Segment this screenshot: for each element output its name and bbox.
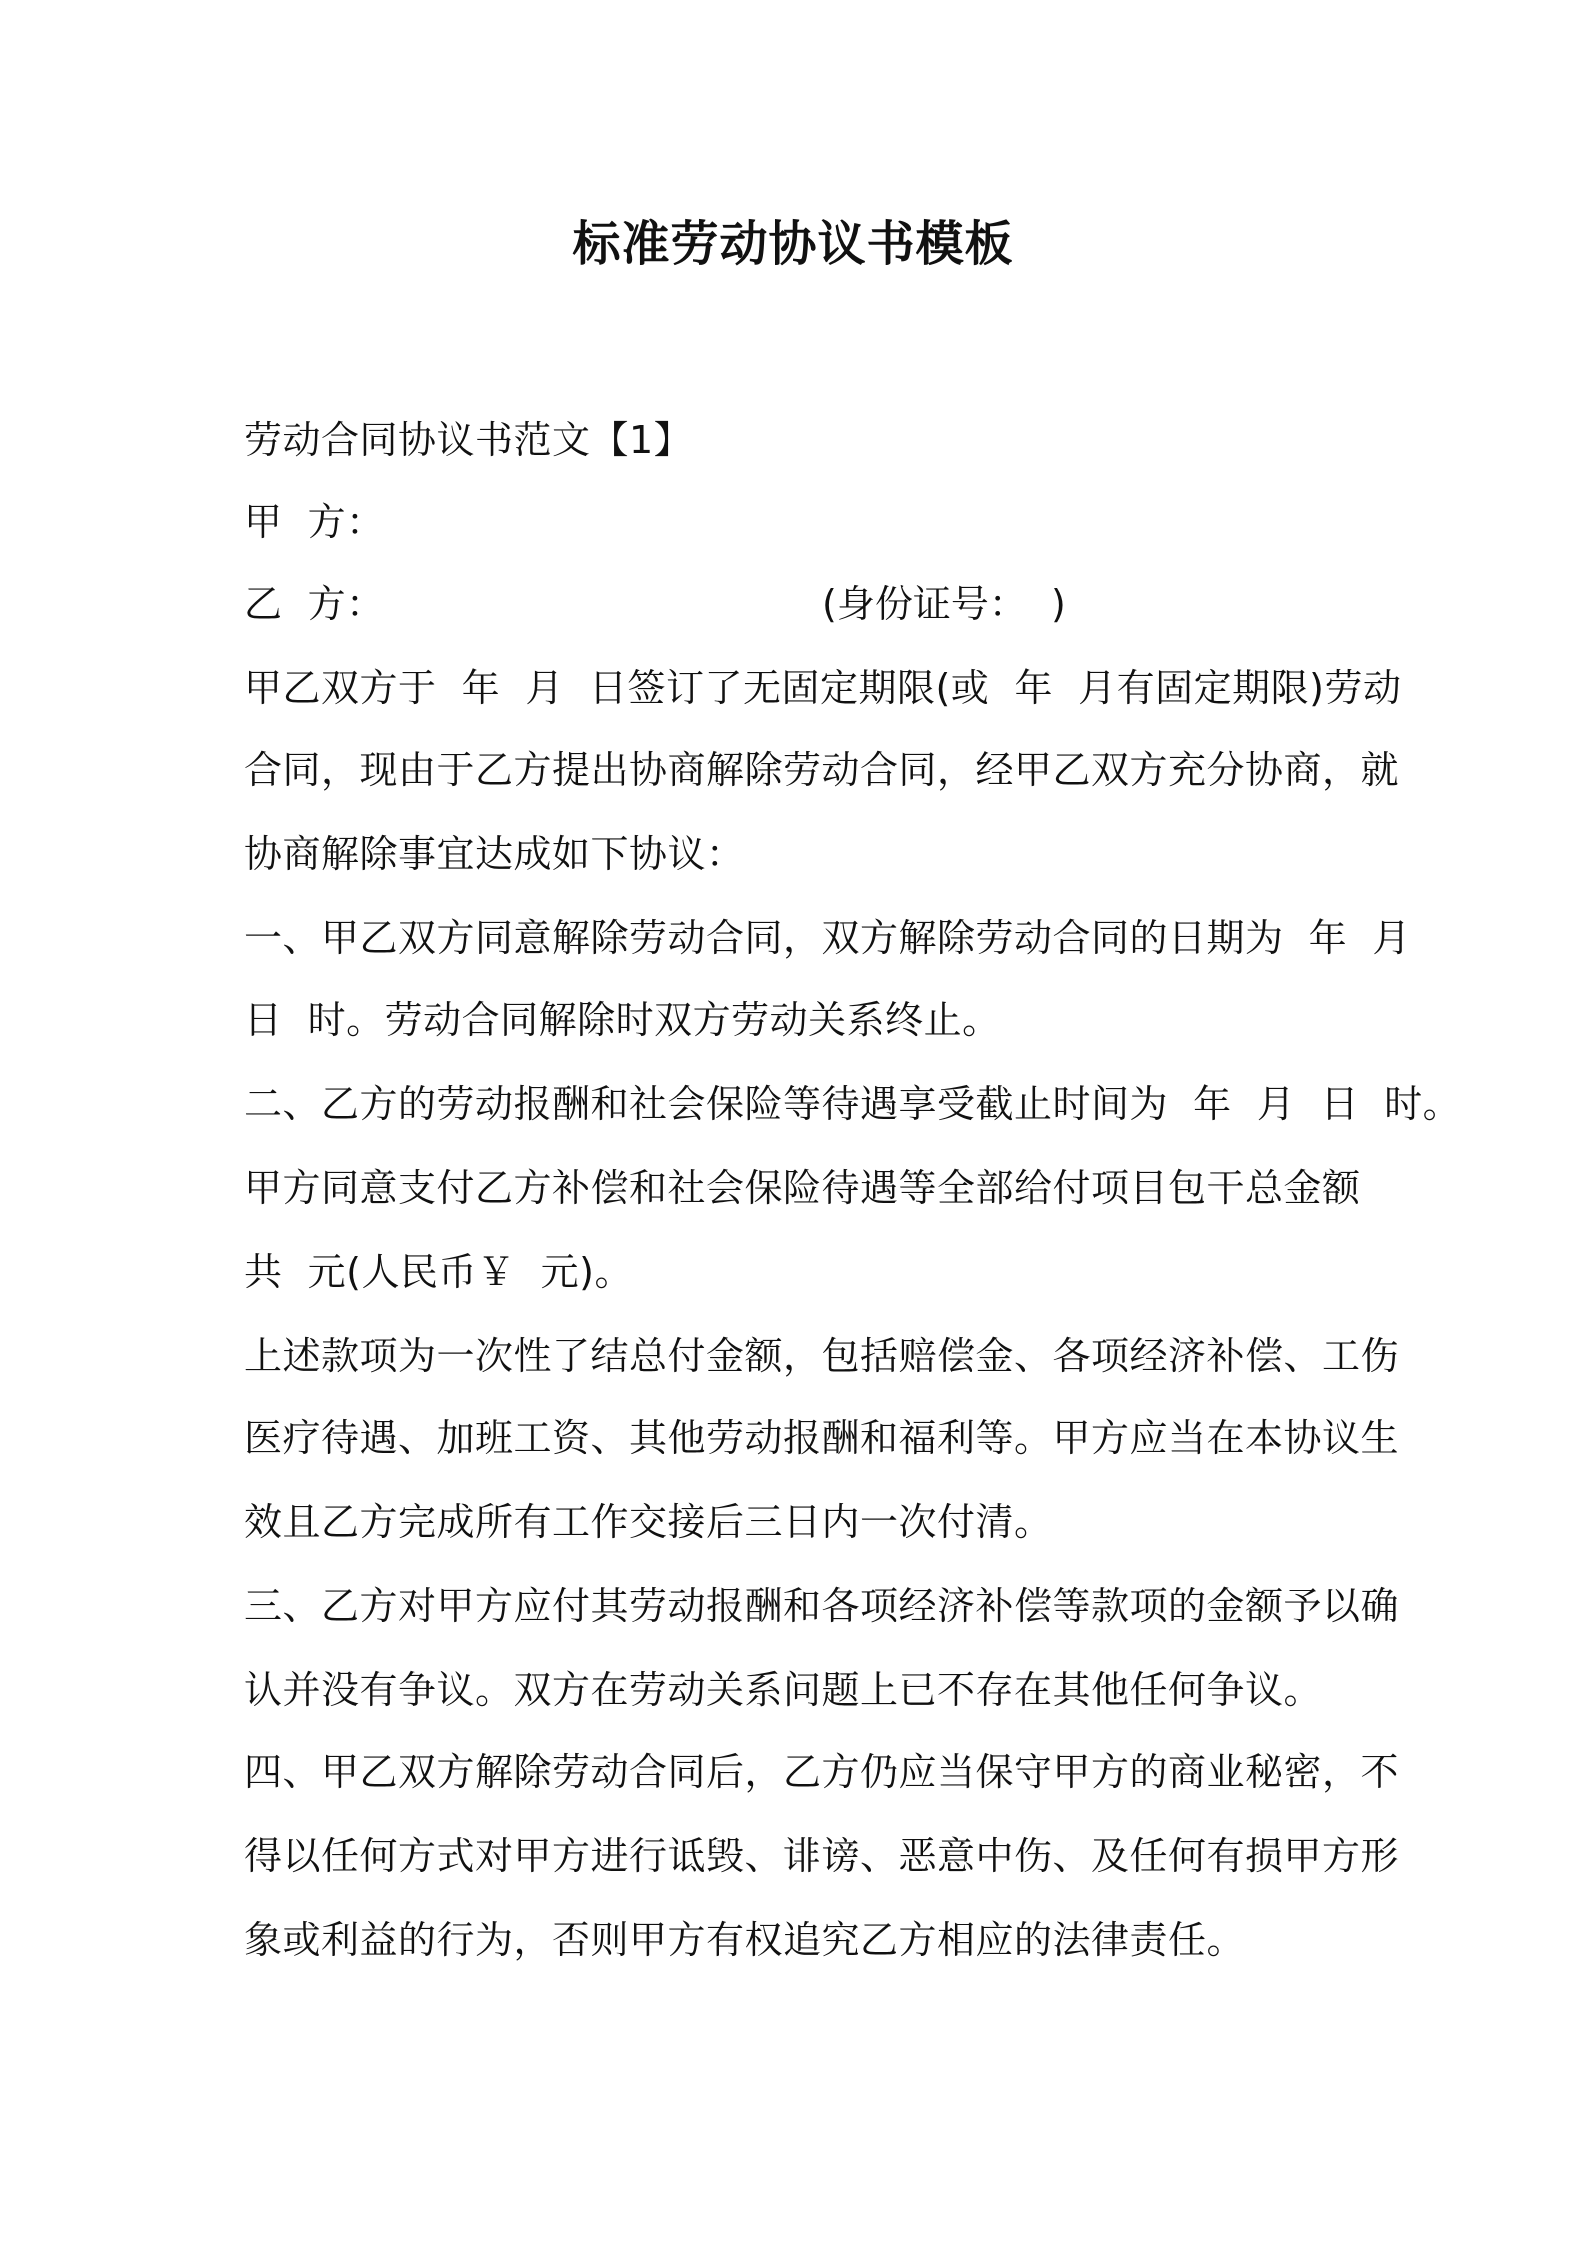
paragraph-line: 甲乙双方于 年 月 日签订了无固定期限(或 年 月有固定期限)劳动 [244, 666, 1402, 710]
paragraph-line: 协商解除事宜达成如下协议： [244, 832, 745, 876]
paragraph-line: 效且乙方完成所有工作交接后三日内一次付清。 [244, 1500, 1053, 1544]
paragraph-line: 认并没有争议。双方在劳动关系问题上已不存在其他任何争议。 [244, 1668, 1323, 1712]
paragraph-line: 二、乙方的劳动报酬和社会保险等待遇享受截止时间为 年 月 日 时。 [244, 1082, 1462, 1126]
paragraph-line: 医疗待遇、加班工资、其他劳动报酬和福利等。甲方应当在本协议生 [244, 1416, 1400, 1460]
id-number-label: (身份证号： ) [822, 582, 1066, 626]
paragraph-line: 得以任何方式对甲方进行诋毁、诽谤、恶意中伤、及任何有损甲方形 [244, 1834, 1400, 1878]
paragraph-line: 上述款项为一次性了结总付金额，包括赔偿金、各项经济补偿、工伤 [244, 1334, 1400, 1378]
paragraph-line: 甲方同意支付乙方补偿和社会保险待遇等全部给付项目包干总金额 [244, 1166, 1361, 1210]
paragraph-line: 日 时。劳动合同解除时双方劳动关系终止。 [244, 998, 1001, 1042]
paragraph-line: 共 元(人民币￥ 元)。 [244, 1250, 633, 1294]
document-title: 标准劳动协议书模板 [572, 216, 1014, 272]
paragraph-line: 一、甲乙双方同意解除劳动合同，双方解除劳动合同的日期为 年 月 [244, 916, 1411, 960]
party-a-line: 甲 方： [244, 500, 385, 544]
paragraph-line: 象或利益的行为，否则甲方有权追究乙方相应的法律责任。 [244, 1918, 1246, 1962]
paragraph-line: 合同，现由于乙方提出协商解除劳动合同，经甲乙双方充分协商，就 [244, 748, 1400, 792]
paragraph-line: 四、甲乙双方解除劳动合同后，乙方仍应当保守甲方的商业秘密，不 [244, 1750, 1400, 1794]
paragraph-line: 三、乙方对甲方应付其劳动报酬和各项经济补偿等款项的金额予以确 [244, 1584, 1400, 1628]
party-b-line: 乙 方： [244, 582, 385, 626]
section-heading: 劳动合同协议书范文【1】 [244, 418, 693, 462]
